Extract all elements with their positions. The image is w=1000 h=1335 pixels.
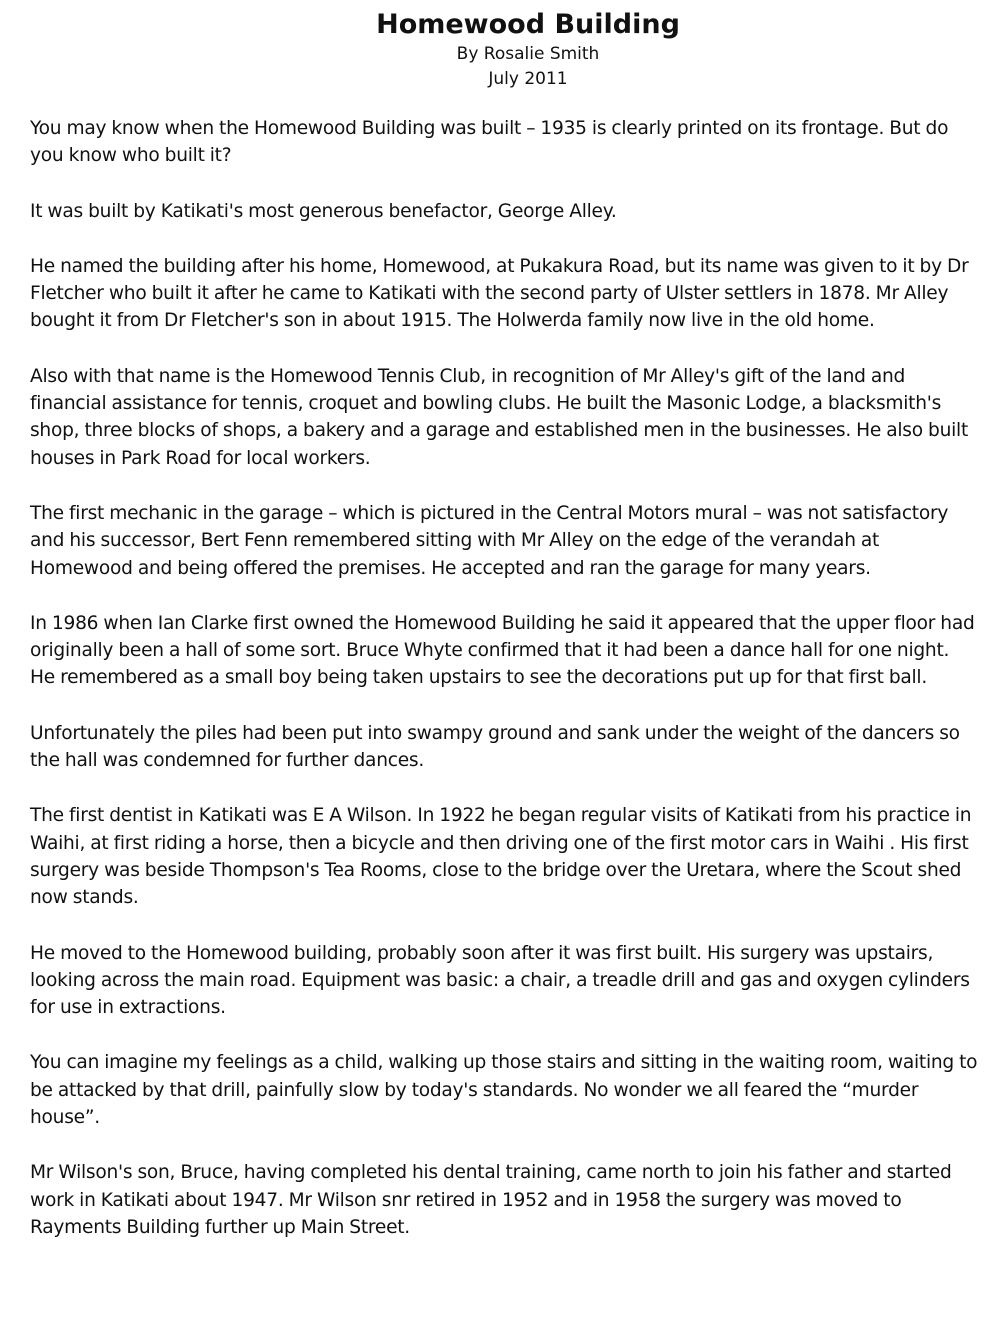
- paragraph-built-date: You may know when the Homewood Building was built – 1935 is clearly printed on its frontage. But do you know who built it?: [30, 118, 949, 167]
- document-byline: By Rosalie Smith: [456, 44, 600, 64]
- paragraph-builder: It was built by Katikati's most generous benefactor, George Alley.: [30, 200, 617, 222]
- paragraph-murder-house: You can imagine my feelings as a child, walking up those stairs and sitting in the waiting room, waiting to be attacked by that drill, painfully slow by today's standards. No wonder we all feared the “murder house”.: [30, 1052, 978, 1129]
- paragraph-dance-hall: In 1986 when Ian Clarke first owned the Homewood Building he said it appeared that the upper floor had originally been a hall of some sort. Bruce Whyte confirmed that it had been a dance hall for one night. He remembered as a small boy being taken upstairs to see the decorations put up for that first ball.: [30, 612, 975, 689]
- document-header: [178, 8, 878, 92]
- document-date: July 2011: [488, 69, 568, 89]
- paragraph-naming: He named the building after his home, Homewood, at Pukakura Road, but its name was given to it by Dr Fletcher who built it after he came to Katikati with the second party of Ulster settlers in 1878. Mr Alley bought it from Dr Fletcher's son in about 1915. The Holwerda family now live in the old home.: [30, 255, 969, 332]
- paragraph-tennis-club: Also with that name is the Homewood Tennis Club, in recognition of Mr Alley's gift of the land and financial assistance for tennis, croquet and bowling clubs. He built the Masonic Lodge, a blacksmith's shop, three blocks of shops, a bakery and a garage and established men in the businesses. He also built houses in Park Road for local workers.: [30, 365, 968, 469]
- document-title: Homewood Building: [376, 9, 680, 40]
- paragraph-bruce-wilson: Mr Wilson's son, Bruce, having completed his dental training, came north to join his father and started work in Katikati about 1947. Mr Wilson snr retired in 1952 and in 1958 the surgery was moved to Rayments Building further up Main Street.: [30, 1162, 952, 1238]
- paragraph-first-dentist: The first dentist in Katikati was E A Wilson. In 1922 he began regular visits of Katikati from his practice in Waihi, at first riding a horse, then a bicycle and then driving one of the first motor cars in Waihi . His first surgery was beside Thompson's Tea Rooms, close to the bridge over the Uretara, where the Scout shed now stands.: [30, 805, 972, 909]
- paragraph-piles: Unfortunately the piles had been put into swampy ground and sank under the weight of the dancers so the hall was condemned for further dances.: [30, 722, 960, 772]
- paragraph-surgery: He moved to the Homewood building, probably soon after it was first built. His surgery was upstairs, looking across the main road. Equipment was basic: a chair, a treadle drill and gas and oxygen cylinders for use in extractions.: [30, 942, 970, 1019]
- document-body: [30, 115, 978, 1241]
- paragraph-mechanic: The first mechanic in the garage – which is pictured in the Central Motors mural – was not satisfactory and his successor, Bert Fenn remembered sitting with Mr Alley on the edge of the verandah at Homewood and being offered the premises. He accepted and ran the garage for many years.: [30, 502, 949, 579]
